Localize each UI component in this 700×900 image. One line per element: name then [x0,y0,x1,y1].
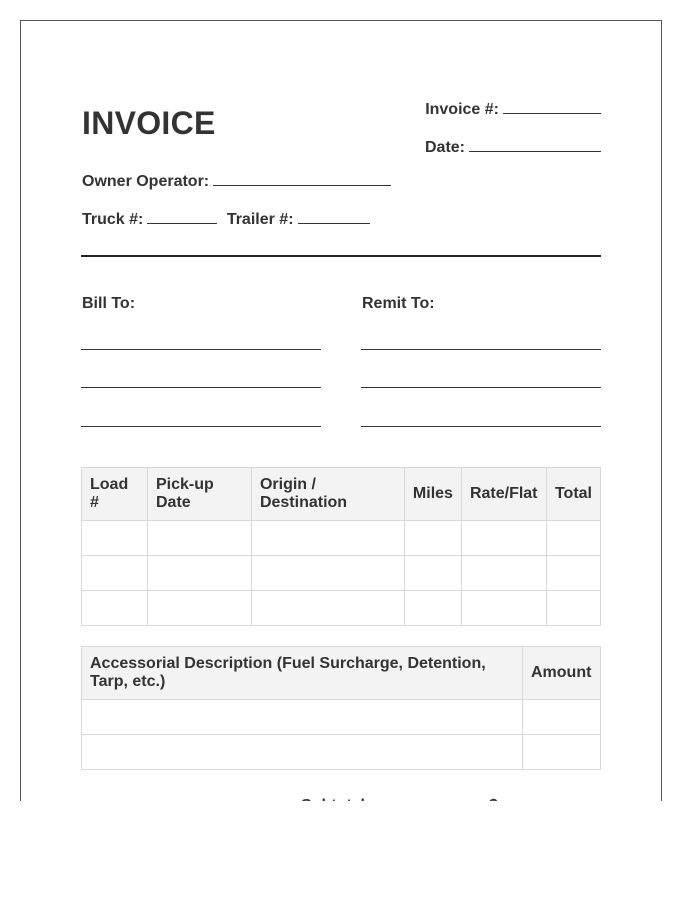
table-cell[interactable] [404,591,461,626]
pickup-date-header: Pick-up Date [147,468,251,521]
table-cell[interactable] [147,591,251,626]
table-cell[interactable] [523,735,601,770]
table-cell[interactable] [461,521,546,556]
table-row [82,700,601,735]
table-cell[interactable] [523,700,601,735]
table-cell[interactable] [251,591,404,626]
invoice-number-blank[interactable] [503,99,601,114]
invoice-page [20,20,662,811]
remit-to-line[interactable] [361,349,601,350]
invoice-number-label: Invoice #: [425,101,499,118]
invoice-number-field[interactable] [425,99,601,119]
trailer-label: Trailer #: [226,211,294,228]
table-cell[interactable] [147,556,251,591]
owner-operator-blank[interactable] [213,171,391,186]
total-header: Total [546,468,600,521]
table-cell[interactable] [461,591,546,626]
truck-label: Truck #: [82,211,144,228]
loads-table [81,467,601,626]
table-cell[interactable] [82,521,148,556]
table-cell[interactable] [546,556,600,591]
truck-blank[interactable] [147,209,217,224]
invoice-title: INVOICE [82,105,216,141]
date-field[interactable] [425,137,601,157]
header-divider [81,255,601,257]
remit-to-line[interactable] [361,387,601,388]
amount-header: Amount [523,647,601,700]
table-cell[interactable] [82,735,523,770]
load-number-header: Load # [82,468,148,521]
table-row [82,556,601,591]
owner-operator-label: Owner Operator: [82,173,210,190]
table-cell[interactable] [251,521,404,556]
bill-to-line[interactable] [81,387,321,388]
table-cell[interactable] [404,556,461,591]
date-label: Date: [424,139,465,156]
bill-to-line[interactable] [81,349,321,350]
remit-to-line[interactable] [361,426,601,427]
table-cell[interactable] [461,556,546,591]
accessorial-header-row [82,647,601,700]
trailer-blank[interactable] [298,209,370,224]
truck-trailer-field[interactable] [82,209,370,229]
table-cell[interactable] [82,591,148,626]
viewport-cutoff [0,801,700,900]
bill-to-line[interactable] [81,426,321,427]
table-cell[interactable] [82,700,523,735]
accessorial-description-header: Accessorial Description (Fuel Surcharge, Detention, Tarp, etc.) [82,647,523,700]
table-row [82,735,601,770]
accessorial-table [81,646,601,770]
rate-flat-header: Rate/Flat [461,468,546,521]
miles-header: Miles [404,468,461,521]
table-row [82,521,601,556]
table-row [82,591,601,626]
owner-operator-field[interactable] [82,171,391,191]
table-cell[interactable] [404,521,461,556]
table-cell[interactable] [251,556,404,591]
table-cell[interactable] [147,521,251,556]
table-cell[interactable] [82,556,148,591]
loads-header-row [82,468,601,521]
date-blank[interactable] [469,137,601,152]
remit-to-label: Remit To: [362,295,435,312]
bill-to-label: Bill To: [82,295,136,312]
table-cell[interactable] [546,521,600,556]
origin-destination-header: Origin / Destination [251,468,404,521]
table-cell[interactable] [546,591,600,626]
